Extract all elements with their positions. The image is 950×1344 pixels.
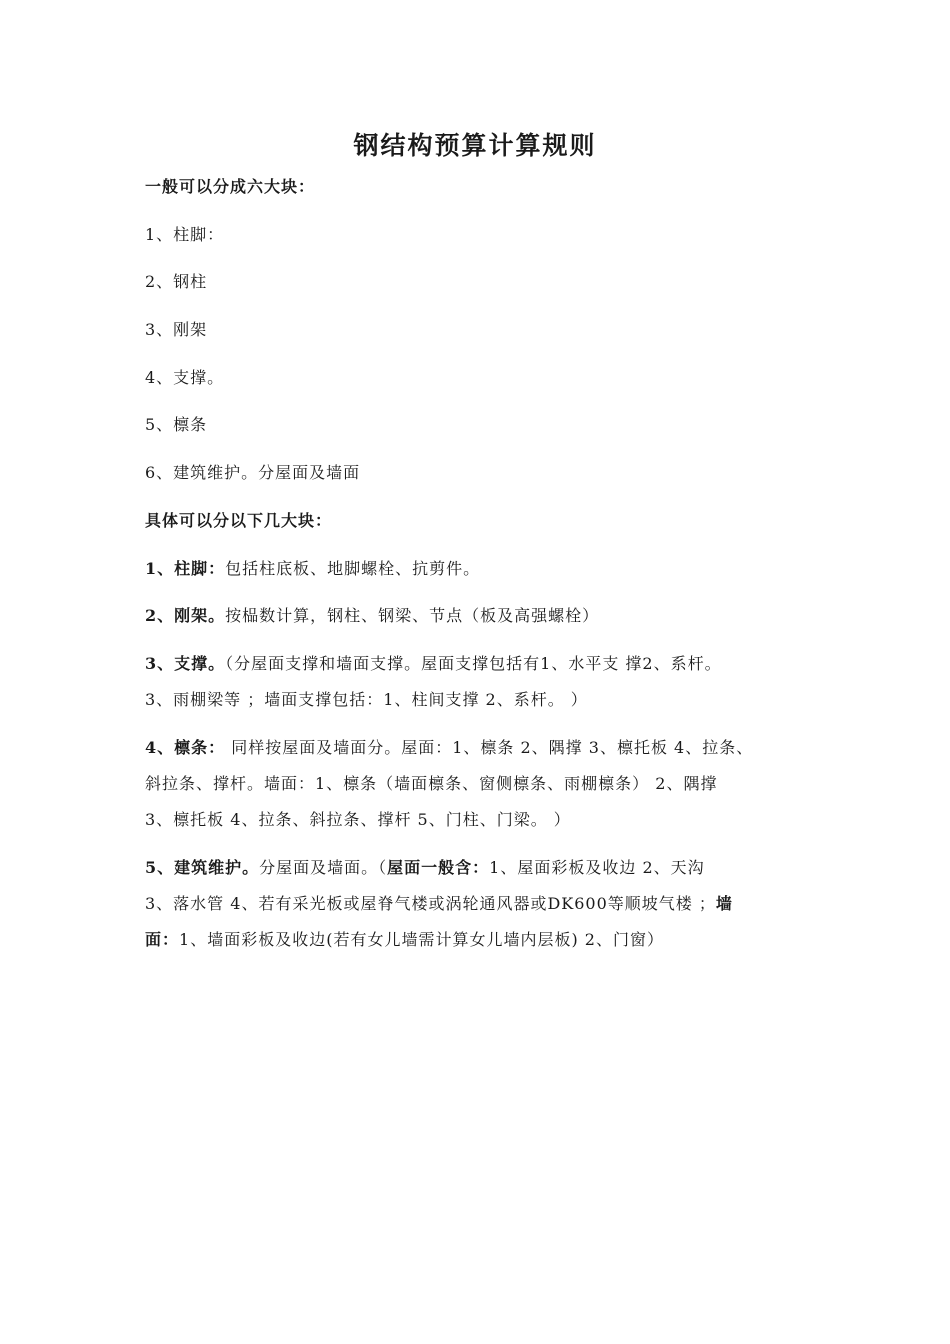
detail-item-text: 3、落水管 4、若有采光板或屋脊气楼或涡轮通风器或DK600等顺坡气楼 ； <box>145 894 716 913</box>
detail-item-text: 3、檩托板 4、拉条、斜拉条、撑杆 5、门柱、门梁。 ） <box>145 810 571 829</box>
detail-item-text: （分屋面支撑和墙面支撑。屋面支撑包括有1、水平支 撑2、系杆。 <box>225 654 722 673</box>
detail-item-text: 分屋面及墙面。（ <box>259 858 388 877</box>
intro-heading: 一般可以分成六大块： <box>145 177 316 196</box>
list-item: 4、支撑。 <box>145 368 225 387</box>
detail-item-text: 同样按屋面及墙面分。屋面：1、檩条 2、隅撑 3、檩托板 4、拉条、 <box>225 738 754 757</box>
roof-label: 屋面一般含： <box>387 858 490 877</box>
detail-item-text: 1、屋面彩板及收边 2、天沟 <box>489 858 705 877</box>
detail-item-label: 5、建筑维护。 <box>145 858 260 877</box>
detail-item-label: 1、柱脚： <box>145 559 226 578</box>
wall-label: 墙 <box>715 894 733 913</box>
detail-item-4 <box>145 730 845 838</box>
detail-item-label: 4、檩条： <box>145 738 226 757</box>
detail-item-5 <box>145 850 845 958</box>
detail-heading: 具体可以分以下几大块： <box>145 511 333 530</box>
detail-item-2 <box>145 605 599 627</box>
list-item: 1、柱脚： <box>145 225 225 244</box>
detail-item-text: 按榀数计算，钢柱、钢梁、节点（板及高强螺栓） <box>225 606 600 625</box>
list-item: 6、建筑维护。分屋面及墙面 <box>145 463 361 482</box>
list-item: 5、檩条 <box>145 415 208 434</box>
detail-item-label: 2、刚架。 <box>145 606 226 625</box>
detail-item-3 <box>145 646 845 718</box>
detail-item-text: 斜拉条、撑杆。墙面：1、檩条（墙面檩条、窗侧檩条、雨棚檩条） 2、隅撑 <box>145 774 718 793</box>
detail-item-1 <box>145 558 480 580</box>
list-item: 3、刚架 <box>145 320 208 339</box>
detail-item-text: 3、雨棚梁等 ；墙面支撑包括：1、柱间支撑 2、系杆。 ） <box>145 690 588 709</box>
detail-item-text: 1、墙面彩板及收边(若有女儿墙需计算女儿墙内层板) 2、门窗） <box>179 930 664 949</box>
document-title: 钢结构预算计算规则 <box>353 131 597 160</box>
detail-item-label: 3、支撑。 <box>145 654 226 673</box>
detail-item-text: 包括柱底板、地脚螺栓、抗剪件。 <box>225 559 481 578</box>
list-item: 2、钢柱 <box>145 272 208 291</box>
wall-label: 面： <box>145 930 180 949</box>
